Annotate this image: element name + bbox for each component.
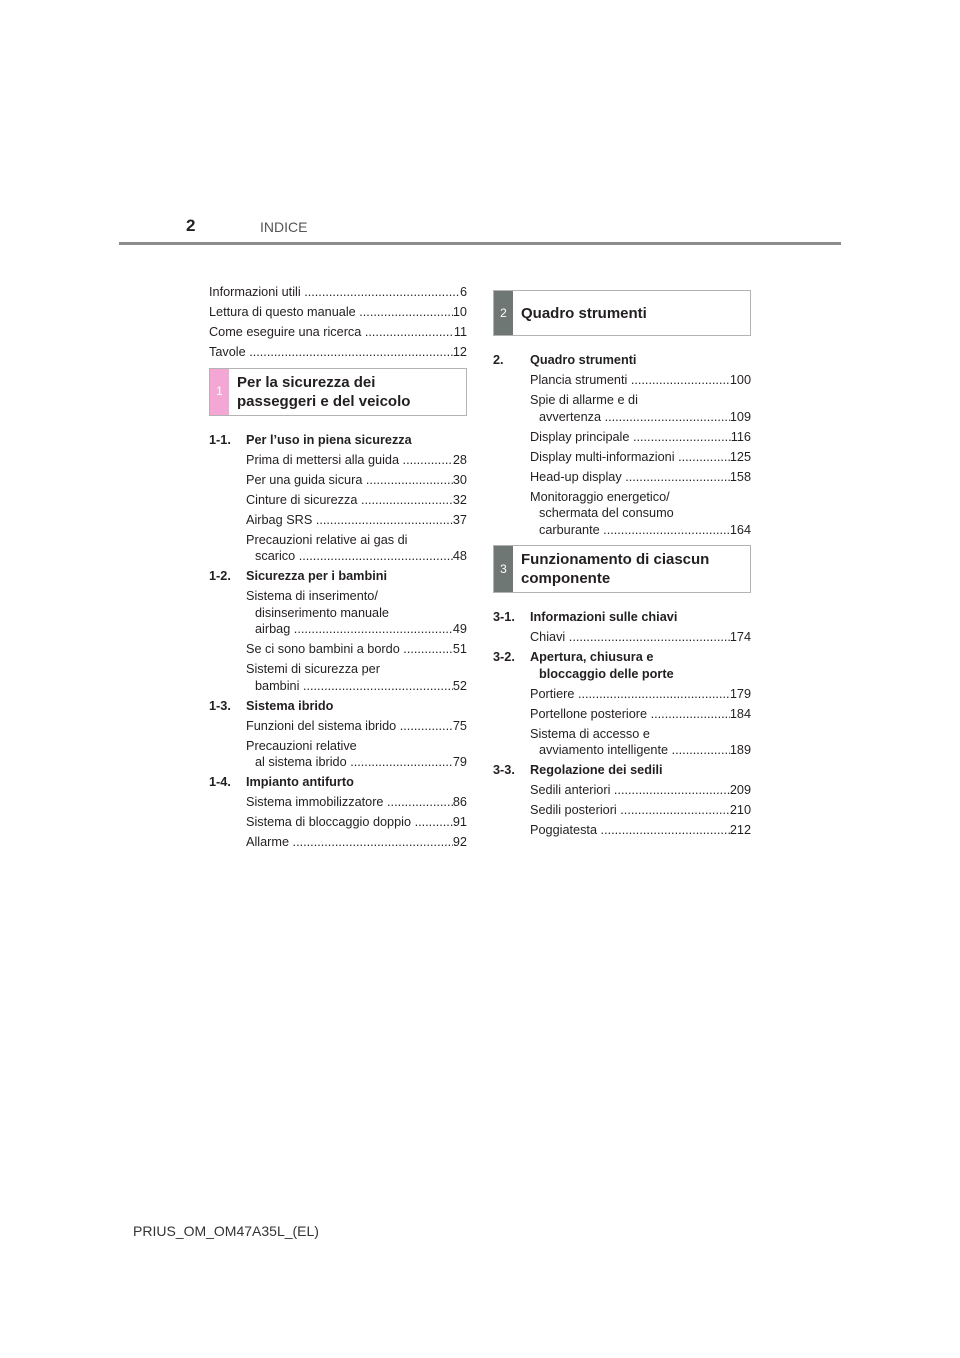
toc-entry[interactable]: Come eseguire una ricerca ..... 11 [209, 324, 467, 341]
section-heading[interactable]: 3-1. Informazioni sulle chiavi [493, 610, 678, 624]
toc-entry[interactable]: Se ci sono bambini a bordo ..... 51 [246, 641, 467, 658]
toc-entry[interactable]: Plancia strumenti ..... 100 [530, 372, 751, 389]
section-heading[interactable]: 3-2. Apertura, chiusura e bloccaggio delle porte [493, 650, 674, 681]
toc-entry[interactable]: Prima di mettersi alla guida ..... 28 [246, 452, 467, 469]
toc-entry[interactable]: Sistema di accesso e avviamento intelligente ..... 189 [530, 726, 751, 759]
chapter-title: Per la sicurezza dei passeggeri e del veicolo [237, 373, 411, 410]
toc-entry[interactable]: Precauzioni relative ai gas di scarico ..... 48 [246, 532, 467, 565]
toc-entry[interactable]: Portellone posteriore ..... 184 [530, 706, 751, 723]
toc-entry[interactable]: Monitoraggio energetico/ schermata del consumo carburante ..... 164 [530, 489, 751, 539]
toc-entry[interactable]: Display principale ..... 116 [530, 429, 751, 446]
toc-right-column [493, 290, 751, 842]
toc-entry[interactable]: Allarme ..... 92 [246, 834, 467, 851]
toc-entry[interactable]: Sistemi di sicurezza per bambini ..... 52 [246, 661, 467, 694]
toc-entry[interactable]: Funzioni del sistema ibrido ..... 75 [246, 718, 467, 735]
toc-entry[interactable]: Per una guida sicura ..... 30 [246, 472, 467, 489]
toc-entry[interactable]: Chiavi ..... 174 [530, 629, 751, 646]
page-number: 2 [186, 216, 196, 235]
section-heading[interactable]: 1-2. Sicurezza per i bambini [209, 569, 388, 583]
chapter-tab-1[interactable] [209, 368, 467, 416]
toc-entry[interactable]: Sistema di inserimento/ disinserimento manuale airbag ..... 49 [246, 588, 467, 638]
toc-entry[interactable]: Sistema immobilizzatore ..... 86 [246, 794, 467, 811]
chapter-title: Quadro strumenti [521, 304, 647, 322]
chapter-number: 2 [494, 291, 513, 335]
toc-entry[interactable]: Sedili posteriori ..... 210 [530, 802, 751, 819]
toc-entry[interactable]: Sedili anteriori ..... 209 [530, 782, 751, 799]
toc-left-column [209, 284, 467, 854]
toc-entry[interactable]: Poggiatesta ..... 212 [530, 822, 751, 839]
section-heading[interactable]: 3-3. Regolazione dei sedili [493, 763, 663, 777]
toc-entry[interactable]: Airbag SRS ..... 37 [246, 512, 467, 529]
toc-entry[interactable]: Head-up display ..... 158 [530, 469, 751, 486]
chapter-title: Funzionamento di ciascun componente [521, 551, 710, 587]
toc-entry[interactable]: Cinture di sicurezza ..... 32 [246, 492, 467, 509]
toc-entry[interactable]: Precauzioni relative al sistema ibrido ..... 79 [246, 738, 467, 771]
toc-entry[interactable]: Sistema di bloccaggio doppio ..... 91 [246, 814, 467, 831]
chapter-number: 1 [210, 369, 229, 415]
document-code: PRIUS_OM_OM47A35L_(EL) [133, 1223, 319, 1239]
toc-entry[interactable]: Spie di allarme e di avvertenza ..... 109 [530, 392, 751, 425]
section-heading[interactable]: 1-4. Impianto antifurto [209, 775, 354, 789]
section-heading[interactable]: 1-1. Per l’uso in piena sicurezza [209, 432, 412, 447]
toc-entry[interactable]: Tavole ..... 12 [209, 344, 467, 361]
toc-entry[interactable]: Informazioni utili ..... 6 [209, 284, 467, 301]
toc-entry[interactable]: Lettura di questo manuale ..... 10 [209, 304, 467, 321]
header-title: INDICE [260, 219, 308, 235]
toc-entry[interactable]: Display multi-informazioni ..... 125 [530, 449, 751, 466]
section-heading[interactable]: 1-3. Sistema ibrido [209, 698, 334, 713]
chapter-tab-3[interactable] [493, 545, 751, 593]
chapter-number: 3 [494, 546, 513, 592]
toc-entry[interactable]: Portiere ..... 179 [530, 686, 751, 703]
section-heading[interactable]: 2. Quadro strumenti [493, 353, 637, 367]
chapter-tab-2[interactable] [493, 290, 751, 336]
header-rule [119, 242, 841, 245]
